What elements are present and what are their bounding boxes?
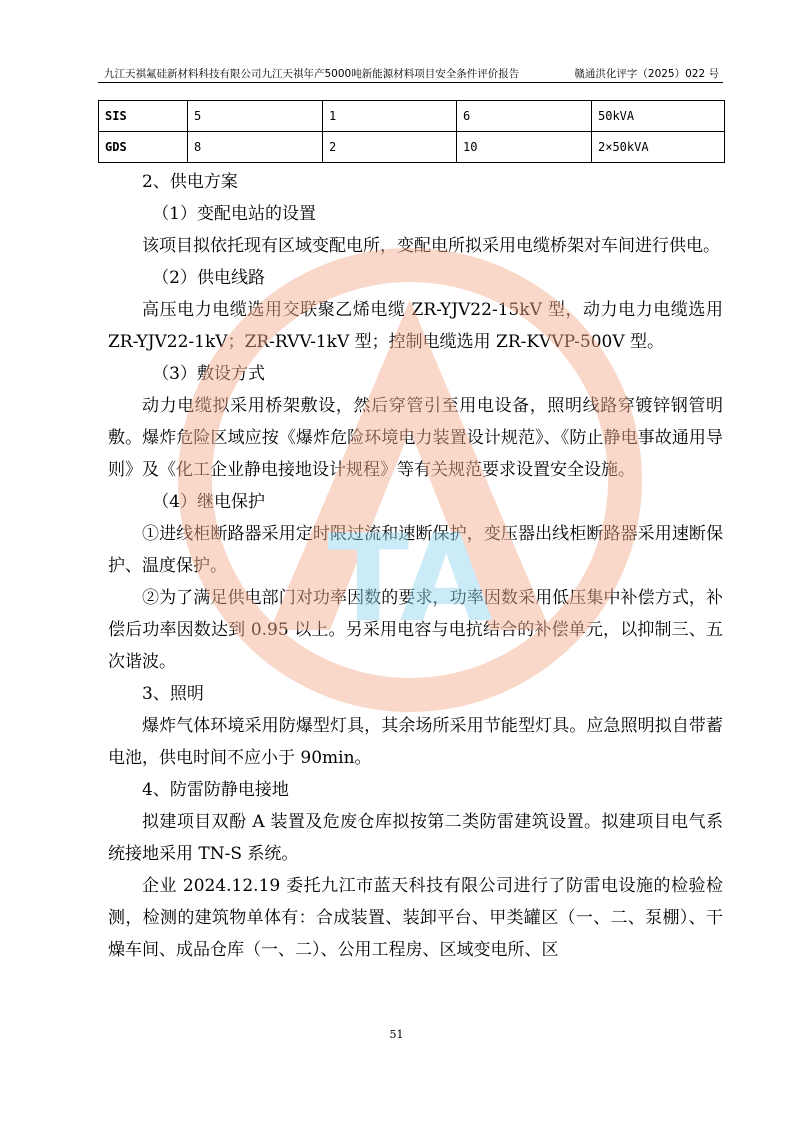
table-cell: 2×50kVA xyxy=(592,132,725,163)
table-cell: 1 xyxy=(323,101,457,132)
page-number: 51 xyxy=(389,1028,404,1041)
page-header xyxy=(98,64,723,83)
body-paragraph: 拟建项目双酚 A 装置及危废仓库拟按第二类防雷建筑设置。拟建项目电气系统接地采用 TN-S 系统。 xyxy=(108,812,723,864)
table-cell: 10 xyxy=(457,132,592,163)
section-heading: 4、防雷防静电接地 xyxy=(142,780,289,800)
table-cell: 8 xyxy=(188,132,323,163)
body-paragraph: 该项目拟依托现有区域变配电所，变配电所拟采用电缆桥架对车间进行供电。 xyxy=(142,236,720,256)
subsection-heading: （1）变配电站的设置 xyxy=(152,204,317,224)
table-cell: 6 xyxy=(457,101,592,132)
header-report-number: 赣通洪化评字（2025）022 号 xyxy=(574,68,719,80)
table-row xyxy=(99,132,725,163)
body-paragraph: 爆炸气体环境采用防爆型灯具，其余场所采用节能型灯具。应急照明拟自带蓄电池，供电时间不应小于 90min。 xyxy=(108,716,723,768)
table-cell: GDS xyxy=(99,132,188,163)
body-paragraph: 企业 2024.12.19 委托九江市蓝天科技有限公司进行了防雷电设施的检验检测，检测的建筑物单体有：合成装置、装卸平台、甲类罐区（一、二、泵棚）、干燥车间、成品仓库（一、二）、公用工程房、区域变电所、区 xyxy=(108,876,723,960)
document-body xyxy=(108,166,723,966)
body-paragraph: 高压电力电缆选用交联聚乙烯电缆 ZR-YJV22-15kV 型，动力电力电缆选用 ZR-YJV22-1kV；ZR-RVV-1kV 型；控制电缆选用 ZR-KVVP-500V 型。 xyxy=(108,300,723,352)
table-cell: 2 xyxy=(323,132,457,163)
watermark-letters: TA xyxy=(327,510,493,649)
body-paragraph: ②为了满足供电部门对功率因数的要求，功率因数采用低压集中补偿方式，补偿后功率因数达到 0.95 以上。另采用电容与电抗结合的补偿单元，以抑制三、五次谐波。 xyxy=(108,588,723,672)
equipment-power-table xyxy=(98,100,725,163)
section-heading: 2、供电方案 xyxy=(142,172,238,192)
header-report-title: 九江天祺氟硅新材料科技有限公司九江天祺年产5000吨新能源材料项目安全条件评价报告 xyxy=(104,68,520,80)
body-paragraph: ①进线柜断路器采用定时限过流和速断保护，变压器出线柜断路器采用速断保护、温度保护。 xyxy=(108,524,723,576)
table-cell: 50kVA xyxy=(592,101,725,132)
subsection-heading: （2）供电线路 xyxy=(152,268,266,288)
table-cell: 5 xyxy=(188,101,323,132)
table-cell: SIS xyxy=(99,101,188,132)
section-heading: 3、照明 xyxy=(142,684,204,704)
subsection-heading: （4）继电保护 xyxy=(152,492,266,512)
table-row xyxy=(99,101,725,132)
subsection-heading: （3）敷设方式 xyxy=(152,364,266,384)
body-paragraph: 动力电缆拟采用桥架敷设，然后穿管引至用电设备，照明线路穿镀锌钢管明敷。爆炸危险区域应按《爆炸危险环境电力装置设计规范》、《防止静电事故通用导则》及《化工企业静电接地设计规程》等有关规范要求设置安全设施。 xyxy=(108,396,723,480)
